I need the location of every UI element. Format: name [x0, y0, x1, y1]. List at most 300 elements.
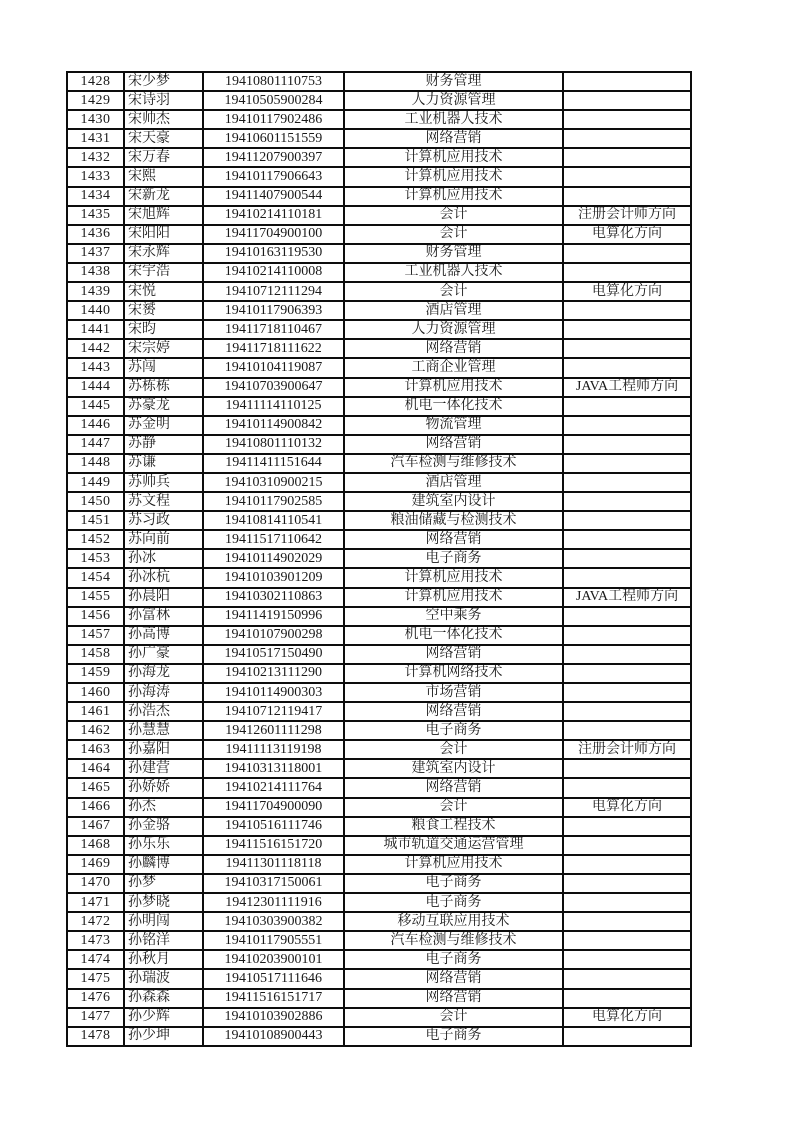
table-row — [67, 435, 691, 454]
direction-cell — [563, 530, 691, 549]
direction-cell: 电算化方向 — [563, 1008, 691, 1027]
index-cell: 1477 — [67, 1008, 124, 1027]
major-cell: 人力资源管理 — [344, 320, 563, 339]
index-cell: 1458 — [67, 645, 124, 664]
id-cell: 19411718111622 — [203, 339, 344, 358]
id-cell: 19410114900303 — [203, 683, 344, 702]
table-row — [67, 549, 691, 568]
major-cell: 网络营销 — [344, 435, 563, 454]
table-row — [67, 817, 691, 836]
id-cell: 19410517150490 — [203, 645, 344, 664]
name-cell: 孙建营 — [124, 759, 203, 778]
direction-cell — [563, 836, 691, 855]
id-cell: 19410310900215 — [203, 473, 344, 492]
id-cell: 19411113119198 — [203, 740, 344, 759]
table-row — [67, 702, 691, 721]
major-cell: 计算机应用技术 — [344, 588, 563, 607]
direction-cell — [563, 912, 691, 931]
index-cell: 1470 — [67, 874, 124, 893]
table-row — [67, 378, 691, 397]
major-cell: 网络营销 — [344, 129, 563, 148]
major-cell: 粮油储藏与检测技术 — [344, 511, 563, 530]
direction-cell — [563, 358, 691, 377]
table-row — [67, 473, 691, 492]
id-cell: 19410214110181 — [203, 206, 344, 225]
index-cell: 1455 — [67, 588, 124, 607]
table-row — [67, 263, 691, 282]
direction-cell: 电算化方向 — [563, 282, 691, 301]
id-cell: 19410117902486 — [203, 110, 344, 129]
index-cell: 1453 — [67, 549, 124, 568]
direction-cell — [563, 931, 691, 950]
direction-cell — [563, 817, 691, 836]
id-cell: 19410703900647 — [203, 378, 344, 397]
id-cell: 19411517110642 — [203, 530, 344, 549]
id-cell: 19411407900544 — [203, 187, 344, 206]
direction-cell — [563, 664, 691, 683]
id-cell: 19411207900397 — [203, 148, 344, 167]
direction-cell: 电算化方向 — [563, 798, 691, 817]
direction-cell — [563, 874, 691, 893]
name-cell: 孙明闯 — [124, 912, 203, 931]
direction-cell — [563, 244, 691, 263]
index-cell: 1449 — [67, 473, 124, 492]
name-cell: 孙海龙 — [124, 664, 203, 683]
index-cell: 1476 — [67, 989, 124, 1008]
table-row — [67, 798, 691, 817]
id-cell: 19410103901209 — [203, 568, 344, 587]
major-cell: 空中乘务 — [344, 607, 563, 626]
major-cell: 移动互联应用技术 — [344, 912, 563, 931]
table-row — [67, 225, 691, 244]
table-row — [67, 282, 691, 301]
name-cell: 孙铭洋 — [124, 931, 203, 950]
table-row — [67, 492, 691, 511]
direction-cell — [563, 187, 691, 206]
id-cell: 19410163119530 — [203, 244, 344, 263]
table-row — [67, 416, 691, 435]
major-cell: 建筑室内设计 — [344, 759, 563, 778]
index-cell: 1428 — [67, 72, 124, 91]
direction-cell — [563, 397, 691, 416]
index-cell: 1454 — [67, 568, 124, 587]
name-cell: 苏栋栋 — [124, 378, 203, 397]
direction-cell — [563, 702, 691, 721]
direction-cell — [563, 416, 691, 435]
index-cell: 1433 — [67, 167, 124, 186]
table-row — [67, 969, 691, 988]
major-cell: 工商企业管理 — [344, 358, 563, 377]
table-row — [67, 759, 691, 778]
id-cell: 19410303900382 — [203, 912, 344, 931]
direction-cell — [563, 301, 691, 320]
name-cell: 宋宗婷 — [124, 339, 203, 358]
id-cell: 19410114900842 — [203, 416, 344, 435]
index-cell: 1459 — [67, 664, 124, 683]
direction-cell — [563, 454, 691, 473]
direction-cell — [563, 167, 691, 186]
direction-cell — [563, 320, 691, 339]
major-cell: 城市轨道交通运营管理 — [344, 836, 563, 855]
major-cell: 汽车检测与维修技术 — [344, 931, 563, 950]
name-cell: 宋宇浩 — [124, 263, 203, 282]
major-cell: 工业机器人技术 — [344, 110, 563, 129]
major-cell: 会计 — [344, 206, 563, 225]
id-cell: 19410801110132 — [203, 435, 344, 454]
major-cell: 电子商务 — [344, 950, 563, 969]
id-cell: 19410712119417 — [203, 702, 344, 721]
index-cell: 1475 — [67, 969, 124, 988]
id-cell: 19410302110863 — [203, 588, 344, 607]
index-cell: 1461 — [67, 702, 124, 721]
table-row — [67, 511, 691, 530]
index-cell: 1448 — [67, 454, 124, 473]
major-cell: 网络营销 — [344, 702, 563, 721]
index-cell: 1471 — [67, 893, 124, 912]
direction-cell — [563, 435, 691, 454]
major-cell: 计算机应用技术 — [344, 167, 563, 186]
id-cell: 19412301111916 — [203, 893, 344, 912]
id-cell: 19410516111746 — [203, 817, 344, 836]
name-cell: 苏文程 — [124, 492, 203, 511]
major-cell: 网络营销 — [344, 530, 563, 549]
direction-cell — [563, 129, 691, 148]
index-cell: 1436 — [67, 225, 124, 244]
direction-cell: 电算化方向 — [563, 225, 691, 244]
id-cell: 19410108900443 — [203, 1027, 344, 1046]
major-cell: 人力资源管理 — [344, 91, 563, 110]
table-row — [67, 626, 691, 645]
index-cell: 1456 — [67, 607, 124, 626]
major-cell: 计算机应用技术 — [344, 148, 563, 167]
major-cell: 网络营销 — [344, 339, 563, 358]
name-cell: 孙广豪 — [124, 645, 203, 664]
index-cell: 1473 — [67, 931, 124, 950]
name-cell: 孙乐乐 — [124, 836, 203, 855]
major-cell: 粮食工程技术 — [344, 817, 563, 836]
index-cell: 1439 — [67, 282, 124, 301]
name-cell: 孙浩杰 — [124, 702, 203, 721]
major-cell: 电子商务 — [344, 549, 563, 568]
index-cell: 1467 — [67, 817, 124, 836]
major-cell: 网络营销 — [344, 969, 563, 988]
name-cell: 苏静 — [124, 435, 203, 454]
major-cell: 会计 — [344, 282, 563, 301]
index-cell: 1462 — [67, 721, 124, 740]
name-cell: 宋悦 — [124, 282, 203, 301]
direction-cell: 注册会计师方向 — [563, 740, 691, 759]
direction-cell — [563, 492, 691, 511]
index-cell: 1442 — [67, 339, 124, 358]
id-cell: 19411704900100 — [203, 225, 344, 244]
table-row — [67, 397, 691, 416]
table-row — [67, 855, 691, 874]
name-cell: 宋旭辉 — [124, 206, 203, 225]
name-cell: 孙海涛 — [124, 683, 203, 702]
student-roster-table — [66, 71, 692, 1047]
major-cell: 计算机应用技术 — [344, 855, 563, 874]
table-row — [67, 588, 691, 607]
major-cell: 计算机应用技术 — [344, 187, 563, 206]
major-cell: 计算机网络技术 — [344, 664, 563, 683]
name-cell: 宋天豪 — [124, 129, 203, 148]
direction-cell — [563, 950, 691, 969]
direction-cell — [563, 721, 691, 740]
index-cell: 1446 — [67, 416, 124, 435]
direction-cell — [563, 549, 691, 568]
major-cell: 会计 — [344, 740, 563, 759]
index-cell: 1452 — [67, 530, 124, 549]
major-cell: 电子商务 — [344, 874, 563, 893]
name-cell: 宋帅杰 — [124, 110, 203, 129]
name-cell: 孙杰 — [124, 798, 203, 817]
table-row — [67, 244, 691, 263]
table-row — [67, 1027, 691, 1046]
name-cell: 孙高博 — [124, 626, 203, 645]
name-cell: 苏金明 — [124, 416, 203, 435]
name-cell: 孙冰 — [124, 549, 203, 568]
name-cell: 宋昀 — [124, 320, 203, 339]
id-cell: 19411114110125 — [203, 397, 344, 416]
index-cell: 1469 — [67, 855, 124, 874]
index-cell: 1468 — [67, 836, 124, 855]
index-cell: 1440 — [67, 301, 124, 320]
major-cell: 会计 — [344, 1008, 563, 1027]
major-cell: 电子商务 — [344, 721, 563, 740]
major-cell: 财务管理 — [344, 72, 563, 91]
id-cell: 19410114902029 — [203, 549, 344, 568]
table-row — [67, 530, 691, 549]
id-cell: 19410117902585 — [203, 492, 344, 511]
table-row — [67, 1008, 691, 1027]
id-cell: 19410203900101 — [203, 950, 344, 969]
index-cell: 1438 — [67, 263, 124, 282]
name-cell: 孙娇娇 — [124, 778, 203, 797]
name-cell: 孙梦晓 — [124, 893, 203, 912]
index-cell: 1474 — [67, 950, 124, 969]
name-cell: 宋永辉 — [124, 244, 203, 263]
name-cell: 宋少梦 — [124, 72, 203, 91]
direction-cell — [563, 1027, 691, 1046]
name-cell: 孙少坤 — [124, 1027, 203, 1046]
index-cell: 1447 — [67, 435, 124, 454]
table-row — [67, 607, 691, 626]
major-cell: 汽车检测与维修技术 — [344, 454, 563, 473]
major-cell: 会计 — [344, 225, 563, 244]
id-cell: 19411516151717 — [203, 989, 344, 1008]
table-row — [67, 683, 691, 702]
name-cell: 孙麟博 — [124, 855, 203, 874]
major-cell: 会计 — [344, 798, 563, 817]
table-row — [67, 989, 691, 1008]
table-row — [67, 893, 691, 912]
major-cell: 网络营销 — [344, 645, 563, 664]
index-cell: 1450 — [67, 492, 124, 511]
index-cell: 1460 — [67, 683, 124, 702]
id-cell: 19410801110753 — [203, 72, 344, 91]
table-row — [67, 91, 691, 110]
index-cell: 1431 — [67, 129, 124, 148]
direction-cell — [563, 645, 691, 664]
name-cell: 苏豪龙 — [124, 397, 203, 416]
index-cell: 1435 — [67, 206, 124, 225]
index-cell: 1466 — [67, 798, 124, 817]
major-cell: 机电一体化技术 — [344, 397, 563, 416]
table-row — [67, 454, 691, 473]
direction-cell — [563, 989, 691, 1008]
name-cell: 苏闯 — [124, 358, 203, 377]
table-row — [67, 148, 691, 167]
id-cell: 19410104119087 — [203, 358, 344, 377]
major-cell: 电子商务 — [344, 893, 563, 912]
index-cell: 1464 — [67, 759, 124, 778]
table-row — [67, 836, 691, 855]
major-cell: 物流管理 — [344, 416, 563, 435]
id-cell: 19410117905551 — [203, 931, 344, 950]
name-cell: 孙嘉阳 — [124, 740, 203, 759]
index-cell: 1478 — [67, 1027, 124, 1046]
table-row — [67, 912, 691, 931]
direction-cell — [563, 339, 691, 358]
major-cell: 计算机应用技术 — [344, 378, 563, 397]
direction-cell — [563, 148, 691, 167]
direction-cell — [563, 969, 691, 988]
major-cell: 电子商务 — [344, 1027, 563, 1046]
direction-cell — [563, 263, 691, 282]
name-cell: 孙瑞波 — [124, 969, 203, 988]
id-cell: 19410317150061 — [203, 874, 344, 893]
major-cell: 计算机应用技术 — [344, 568, 563, 587]
name-cell: 宋万春 — [124, 148, 203, 167]
direction-cell: JAVA工程师方向 — [563, 378, 691, 397]
name-cell: 孙森森 — [124, 989, 203, 1008]
table-row — [67, 721, 691, 740]
major-cell: 网络营销 — [344, 989, 563, 1008]
table-row — [67, 740, 691, 759]
major-cell: 工业机器人技术 — [344, 263, 563, 282]
index-cell: 1465 — [67, 778, 124, 797]
id-cell: 19412601111298 — [203, 721, 344, 740]
table-row — [67, 874, 691, 893]
direction-cell — [563, 473, 691, 492]
id-cell: 19410712111294 — [203, 282, 344, 301]
name-cell: 孙梦 — [124, 874, 203, 893]
direction-cell — [563, 607, 691, 626]
name-cell: 孙慧慧 — [124, 721, 203, 740]
id-cell: 19410214111764 — [203, 778, 344, 797]
direction-cell — [563, 683, 691, 702]
index-cell: 1441 — [67, 320, 124, 339]
table-row — [67, 110, 691, 129]
major-cell: 市场营销 — [344, 683, 563, 702]
direction-cell — [563, 568, 691, 587]
direction-cell — [563, 855, 691, 874]
student-table-body — [67, 72, 691, 1046]
major-cell: 建筑室内设计 — [344, 492, 563, 511]
id-cell: 19410213111290 — [203, 664, 344, 683]
table-row — [67, 206, 691, 225]
index-cell: 1432 — [67, 148, 124, 167]
name-cell: 苏谦 — [124, 454, 203, 473]
table-row — [67, 72, 691, 91]
index-cell: 1437 — [67, 244, 124, 263]
name-cell: 宋阳阳 — [124, 225, 203, 244]
name-cell: 孙冰杭 — [124, 568, 203, 587]
name-cell: 孙富林 — [124, 607, 203, 626]
id-cell: 19411301118118 — [203, 855, 344, 874]
table-row — [67, 778, 691, 797]
id-cell: 19410313118001 — [203, 759, 344, 778]
direction-cell — [563, 91, 691, 110]
table-row — [67, 320, 691, 339]
name-cell: 宋熙 — [124, 167, 203, 186]
name-cell: 孙晨阳 — [124, 588, 203, 607]
direction-cell: JAVA工程师方向 — [563, 588, 691, 607]
direction-cell: 注册会计师方向 — [563, 206, 691, 225]
table-row — [67, 301, 691, 320]
index-cell: 1443 — [67, 358, 124, 377]
name-cell: 孙秋月 — [124, 950, 203, 969]
index-cell: 1444 — [67, 378, 124, 397]
name-cell: 苏向前 — [124, 530, 203, 549]
major-cell: 酒店管理 — [344, 473, 563, 492]
id-cell: 19411411151644 — [203, 454, 344, 473]
name-cell: 孙少辉 — [124, 1008, 203, 1027]
direction-cell — [563, 626, 691, 645]
major-cell: 机电一体化技术 — [344, 626, 563, 645]
table-row — [67, 187, 691, 206]
major-cell: 网络营销 — [344, 778, 563, 797]
name-cell: 宋新龙 — [124, 187, 203, 206]
id-cell: 19410107900298 — [203, 626, 344, 645]
table-row — [67, 167, 691, 186]
direction-cell — [563, 110, 691, 129]
direction-cell — [563, 778, 691, 797]
index-cell: 1463 — [67, 740, 124, 759]
table-row — [67, 339, 691, 358]
id-cell: 19411419150996 — [203, 607, 344, 626]
id-cell: 19410814110541 — [203, 511, 344, 530]
name-cell: 宋赟 — [124, 301, 203, 320]
id-cell: 19410117906393 — [203, 301, 344, 320]
major-cell: 财务管理 — [344, 244, 563, 263]
index-cell: 1451 — [67, 511, 124, 530]
direction-cell — [563, 893, 691, 912]
major-cell: 酒店管理 — [344, 301, 563, 320]
id-cell: 19410517111646 — [203, 969, 344, 988]
index-cell: 1430 — [67, 110, 124, 129]
direction-cell — [563, 511, 691, 530]
direction-cell — [563, 759, 691, 778]
id-cell: 19410601151559 — [203, 129, 344, 148]
id-cell: 19411704900090 — [203, 798, 344, 817]
id-cell: 19410505900284 — [203, 91, 344, 110]
table-row — [67, 568, 691, 587]
direction-cell — [563, 72, 691, 91]
name-cell: 苏帅兵 — [124, 473, 203, 492]
table-row — [67, 129, 691, 148]
id-cell: 19410214110008 — [203, 263, 344, 282]
index-cell: 1472 — [67, 912, 124, 931]
id-cell: 19411718110467 — [203, 320, 344, 339]
name-cell: 苏习政 — [124, 511, 203, 530]
name-cell: 宋诗羽 — [124, 91, 203, 110]
index-cell: 1429 — [67, 91, 124, 110]
table-row — [67, 664, 691, 683]
table-row — [67, 931, 691, 950]
table-row — [67, 358, 691, 377]
id-cell: 19410103902886 — [203, 1008, 344, 1027]
